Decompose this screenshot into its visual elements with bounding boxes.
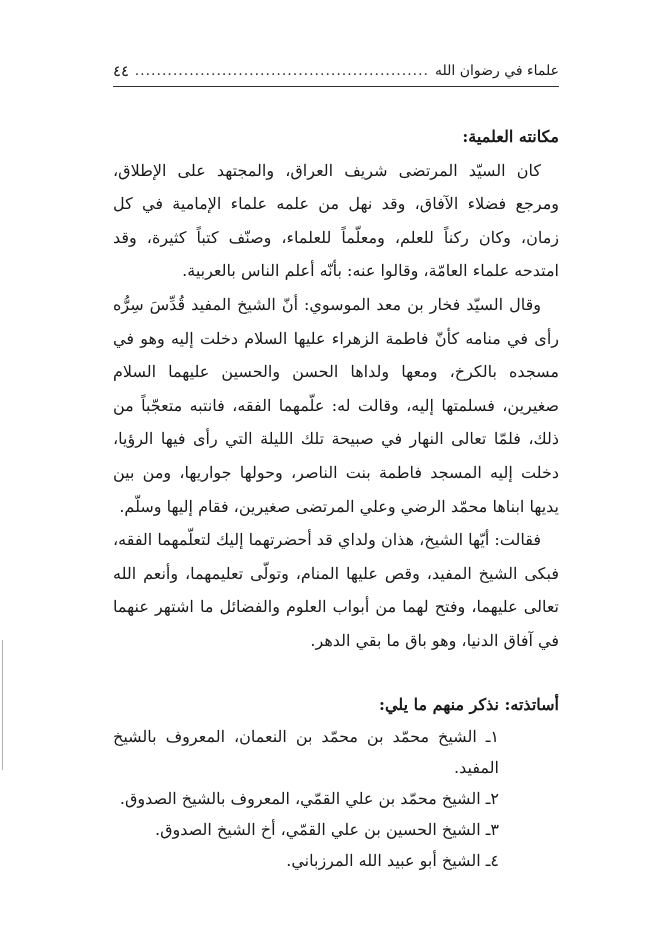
page-number: ٤٤ (113, 62, 130, 80)
page-edge-line (2, 640, 3, 770)
paragraph: كان السيّد المرتضى شريف العراق، والمجتهد على الإطلاق، ومرجع فضلاء الآفاق، وقد نهل من علمه علماء الإمامية في كل زمان، وكان ركناً للعلم، ومعلّماً للعلماء، وصنّف كتباً كثيرة، وقد امتدحه علماء العامّة، وقالوا عنه: بأنّه أعلم الناس بالعربية. (113, 160, 559, 281)
section-spacer (113, 658, 559, 688)
list-item: ١ـ الشيخ محمّد بن محمّد بن النعمان، المعروف بالشيخ المفيد. (113, 727, 499, 778)
teachers-list (113, 721, 559, 876)
header-title: علماء في رضوان الله (435, 63, 559, 79)
paragraph: فقالت: أيّها الشيخ، هذان ولداي قد أحضرتهما إليك لتعلّمهما الفقه، فبكى الشيخ المفيد، وقص عليها المنام، وتولّى تعليمهما، وأنعم الله تعالى عليهما، وفتح لهما من أبواب العلوم والفضائل ما اشتهر عنهما في آفاق الدنيا، وهو باق ما بقي الدهر. (113, 530, 560, 650)
list-item: ٢ـ الشيخ محمّد بن علي القمّي، المعروف بالشيخ الصدوق. (119, 789, 499, 809)
list-item: ٤ـ الشيخ أبو عبيد الله المرزباني. (286, 851, 499, 871)
list-item: ٣ـ الشيخ الحسين بن علي القمّي، أخ الشيخ الصدوق. (155, 820, 499, 840)
page-body (113, 120, 559, 876)
section-heading-scholarly-status: مكانته العلمية: (462, 127, 559, 146)
paragraph: وقال السيّد فخار بن معد الموسوي: أنّ الشيخ المفيد قُدِّسَ سِرُّه رأى في منامه كأنّ فاطمة الزهراء عليها السلام دخلت إليه وهو في مسجده بالكرخ، ومعها ولداها الحسن والحسين عليهما السلام صغيرين، فسلمتها إليه، وقالت له: علّمهما الفقه، فانتبه متعجّباً من ذلك، فلمّا تعالى النهار في صبيحة تلك الليلة التي رأى فيها الرؤيا، دخلت إليه المسجد فاطمة بنت الناصر، وحولها جواريها، ومن بين يديها ابناها محمّد الرضي وعلي المرتضى صغيرين، فقام إليها وسلّم. (113, 294, 560, 516)
section-heading-teachers: أساتذته: نذكر منهم ما يلي: (379, 694, 559, 714)
header-leader-dots (135, 63, 429, 79)
running-header (113, 56, 559, 87)
